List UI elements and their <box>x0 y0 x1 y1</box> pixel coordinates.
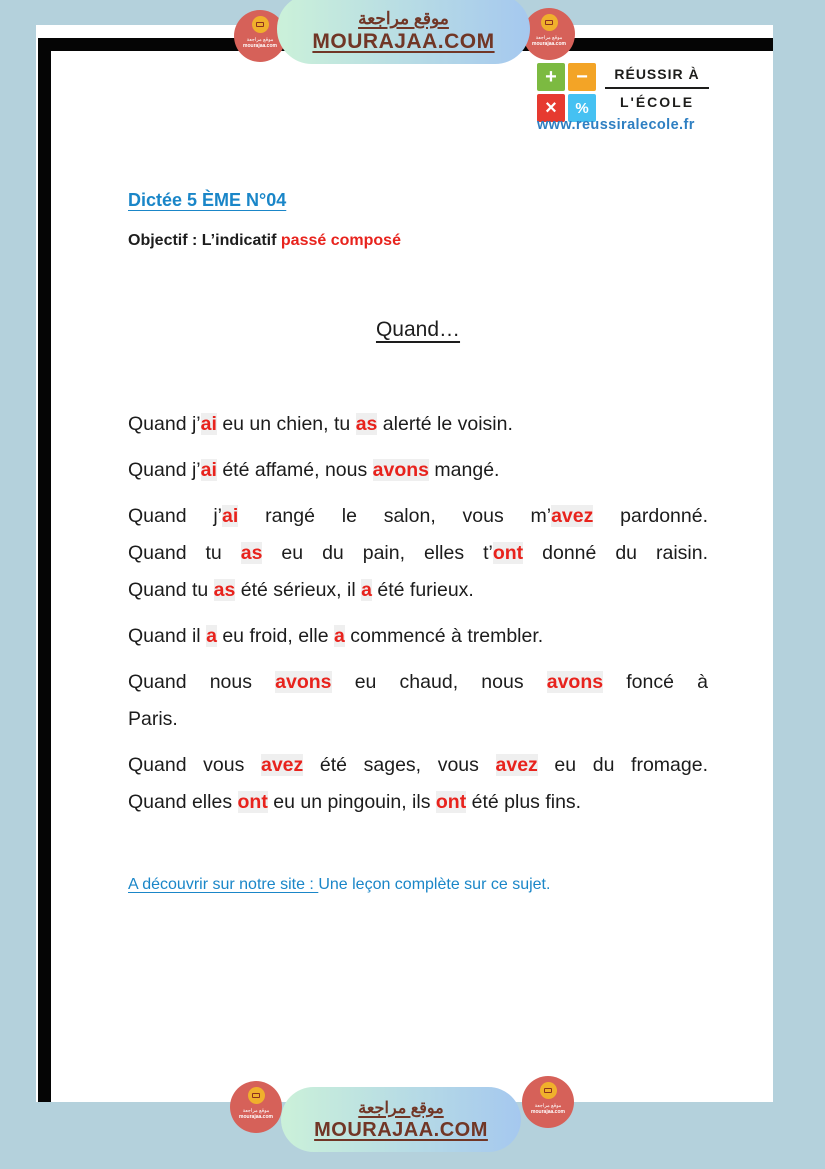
text-segment: Quand j’ <box>128 413 201 435</box>
badge-logo-icon <box>252 16 269 33</box>
verb-highlight: a <box>361 579 372 601</box>
dictation-line <box>128 498 708 535</box>
verb-highlight: avez <box>551 505 594 527</box>
dictation-body <box>128 406 708 830</box>
badge-site-label: mourajaa.com <box>243 43 277 49</box>
badge-logo-icon <box>541 14 558 31</box>
verb-highlight: avez <box>260 754 304 776</box>
footer-note <box>128 876 550 894</box>
mourajaa-badge[interactable] <box>230 1081 282 1133</box>
minus-icon: − <box>568 63 596 91</box>
dictation-line <box>128 664 708 701</box>
text-segment: été affamé, nous <box>216 459 373 481</box>
badge-logo-icon <box>540 1082 557 1099</box>
divide-icon: % <box>568 94 596 122</box>
objective-line <box>128 232 401 250</box>
text-segment: Quand vous <box>128 754 261 776</box>
text-segment: été sérieux, il <box>235 579 362 601</box>
verb-highlight: a <box>206 625 217 647</box>
text-segment: eu un chien, tu <box>216 413 356 435</box>
logo-divider <box>605 87 709 89</box>
logo-wordmark <box>605 66 709 110</box>
dictation-line <box>128 701 708 738</box>
verb-highlight: as <box>355 413 378 435</box>
dictation-line <box>128 452 708 489</box>
dictation-paragraph <box>128 406 708 443</box>
dictation-paragraph <box>128 618 708 655</box>
verb-highlight: ont <box>492 542 524 564</box>
text-segment: Quand j’ <box>128 505 223 527</box>
verb-highlight: ai <box>200 413 217 435</box>
plus-icon: + <box>537 63 565 91</box>
banner-site-link[interactable]: MOURAJAA.COM <box>312 30 495 53</box>
text-segment: foncé à <box>603 671 708 693</box>
verb-highlight: a <box>334 625 345 647</box>
verb-highlight: ont <box>435 791 467 813</box>
verb-highlight: avez <box>495 754 538 776</box>
text-segment: eu froid, elle <box>216 625 334 647</box>
verb-highlight: as <box>213 579 236 601</box>
badge-arabic-label: موقع مراجعة <box>535 35 563 41</box>
text-segment: alerté le voisin. <box>377 413 513 435</box>
footer-note-text: Une leçon complète sur ce sujet. <box>318 876 551 893</box>
text-segment: Quand il <box>128 625 207 647</box>
text-segment: rangé le salon, vous m’ <box>238 505 552 527</box>
dictation-line <box>128 618 708 655</box>
text-segment: Quand j’ <box>128 459 201 481</box>
text-segment: Quand nous <box>128 671 276 693</box>
dictation-paragraph <box>128 664 708 738</box>
text-segment: été plus fins. <box>466 791 582 813</box>
dictation-line <box>128 747 708 784</box>
text-segment: pardonné. <box>593 505 708 527</box>
text-segment: eu chaud, nous <box>331 671 547 693</box>
dictation-paragraph <box>128 747 708 821</box>
text-segment: eu du pain, elles t’ <box>262 542 493 564</box>
scan-border-left <box>38 38 51 1102</box>
banner-arabic-title: موقع مراجعة <box>358 1099 444 1117</box>
verb-highlight: avons <box>546 671 604 693</box>
verb-highlight: ont <box>237 791 268 813</box>
verb-highlight: avons <box>275 671 332 693</box>
text-segment: été furieux. <box>371 579 474 601</box>
footer-site-banner[interactable] <box>281 1087 521 1152</box>
mourajaa-badge[interactable] <box>523 8 575 60</box>
text-segment: Paris. <box>128 708 178 730</box>
objective-highlight: passé composé <box>280 232 401 249</box>
banner-site-link[interactable]: MOURAJAA.COM <box>314 1118 488 1141</box>
text-segment: Quand tu <box>128 579 214 601</box>
times-icon: × <box>537 94 565 122</box>
objective-prefix: Objectif : L’indicatif <box>128 232 281 249</box>
dictation-line <box>128 572 708 609</box>
dictation-heading: Quand… <box>375 318 461 341</box>
dictation-line <box>128 535 708 572</box>
banner-arabic-title: موقع مراجعة <box>358 9 449 28</box>
mourajaa-badge[interactable] <box>522 1076 574 1128</box>
dictation-line <box>128 784 708 821</box>
badge-arabic-label: موقع مراجعة <box>534 1103 562 1109</box>
text-segment: donné du raisin. <box>523 542 708 564</box>
badge-site-label: mourajaa.com <box>531 1109 565 1115</box>
text-segment: eu du fromage. <box>537 754 709 776</box>
dictation-line <box>128 406 708 443</box>
header-site-banner[interactable] <box>277 0 530 64</box>
badge-site-label: mourajaa.com <box>532 41 566 47</box>
text-segment: commencé à trembler. <box>344 625 544 647</box>
badge-site-label: mourajaa.com <box>239 1114 273 1120</box>
logo-line1: RÉUSSIR À <box>614 66 700 82</box>
badge-arabic-label: موقع مراجعة <box>242 1108 270 1114</box>
text-segment: mangé. <box>429 459 500 481</box>
logo-line2: L'ÉCOLE <box>619 94 695 110</box>
footer-site-link[interactable]: A découvrir sur notre site : <box>128 876 319 893</box>
text-segment: été sages, vous <box>303 754 496 776</box>
logo-website-link[interactable]: www.reussiralecole.fr <box>537 117 695 133</box>
verb-highlight: ai <box>200 459 217 481</box>
verb-highlight: ai <box>222 505 239 527</box>
badge-arabic-label: موقع مراجعة <box>246 37 274 43</box>
logo-math-squares <box>537 63 596 122</box>
dictation-paragraph <box>128 498 708 609</box>
verb-highlight: as <box>240 542 263 564</box>
page-title: Dictée 5 ÈME N°04 <box>128 190 287 210</box>
badge-logo-icon <box>248 1087 265 1104</box>
dictation-paragraph <box>128 452 708 489</box>
reussir-ecole-logo <box>537 61 713 141</box>
text-segment: Quand tu <box>128 542 241 564</box>
text-segment: eu un pingouin, ils <box>267 791 436 813</box>
verb-highlight: avons <box>372 459 430 481</box>
text-segment: Quand elles <box>128 791 238 813</box>
